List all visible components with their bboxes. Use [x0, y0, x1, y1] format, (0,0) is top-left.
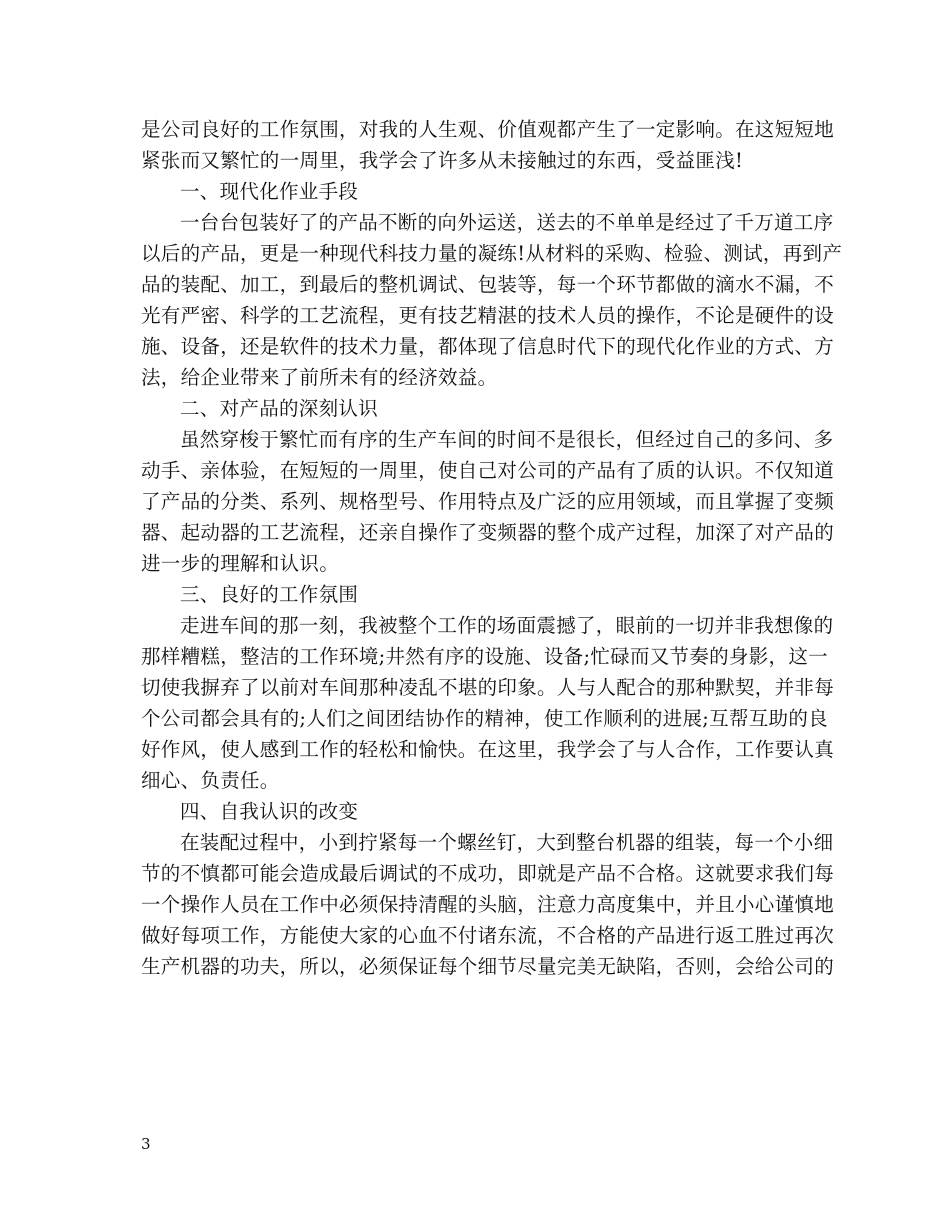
- text-line: 生产机器的功夫，所以，必须保证每个细节尽量完美无缺陷，否则，会给公司的: [141, 955, 835, 978]
- text-line: 一个操作人员在工作中必须保持清醒的头脑，注意力高度集中，并且小心谨慎地: [141, 893, 835, 916]
- text-line: 以后的产品，更是一种现代科技力量的凝练!从材料的采购、检验、测试，再到产: [141, 242, 843, 265]
- text-line: 了产品的分类、系列、规格型号、作用特点及广泛的应用领域，而且掌握了变频: [141, 490, 835, 513]
- text-line: 节的不慎都可能会造成最后调试的不成功，即就是产品不合格。这就要求我们每: [141, 862, 835, 885]
- text-line: 进一步的理解和认识。: [141, 552, 340, 575]
- document-body: [141, 114, 843, 982]
- text-line: 走进车间的那一刻，我被整个工作的场面震撼了，眼前的一切并非我想像的: [180, 614, 834, 637]
- text-line: 做好每项工作，方能使大家的心血不付诸东流，不合格的产品进行返工胜过再次: [141, 924, 835, 947]
- text-line: 细心、负责任。: [141, 769, 280, 792]
- text-line: 品的装配、加工，到最后的整机调试、包装等，每一个环节都做的滴水不漏，不: [141, 273, 835, 296]
- text-line: 好作风，使人感到工作的轻松和愉快。在这里，我学会了与人合作，工作要认真: [141, 738, 835, 761]
- text-line: 是公司良好的工作氛围，对我的人生观、价值观都产生了一定影响。在这短短地: [141, 118, 835, 141]
- text-line: 紧张而又繁忙的一周里，我学会了许多从未接触过的东西，受益匪浅!: [141, 149, 744, 172]
- text-line: 一台台包装好了的产品不断的向外运送，送去的不单单是经过了千万道工序: [180, 211, 834, 234]
- text-line: 法，给企业带来了前所未有的经济效益。: [141, 366, 498, 389]
- text-line: 那样糟糕，整洁的工作环境;井然有序的设施、设备;忙碌而又节奏的身影，这一: [141, 645, 828, 668]
- text-line: 虽然穿梭于繁忙而有序的生产车间的时间不是很长，但经过自己的多问、多: [180, 428, 834, 451]
- text-line: 在装配过程中，小到拧紧每一个螺丝钉，大到整台机器的组装，每一个小细: [180, 831, 834, 854]
- text-line: 动手、亲体验，在短短的一周里，使自己对公司的产品有了质的认识。不仅知道: [141, 459, 835, 482]
- section-heading: 二、对产品的深刻认识: [180, 397, 379, 420]
- section-heading: 一、现代化作业手段: [180, 180, 359, 203]
- section-heading: 三、良好的工作氛围: [180, 583, 359, 606]
- page-number: 3: [141, 1135, 151, 1153]
- section-heading: 四、自我认识的改变: [180, 800, 359, 823]
- text-line: 光有严密、科学的工艺流程，更有技艺精湛的技术人员的操作，不论是硬件的设: [141, 304, 835, 327]
- text-line: 切使我摒弃了以前对车间那种凌乱不堪的印象。人与人配合的那种默契，并非每: [141, 676, 835, 699]
- text-line: 器、起动器的工艺流程，还亲自操作了变频器的整个成产过程，加深了对产品的: [141, 521, 835, 544]
- text-line: 施、设备，还是软件的技术力量，都体现了信息时代下的现代化作业的方式、方: [141, 335, 835, 358]
- text-line: 个公司都会具有的;人们之间团结协作的精神，使工作顺利的进展;互帮互助的良: [141, 707, 828, 730]
